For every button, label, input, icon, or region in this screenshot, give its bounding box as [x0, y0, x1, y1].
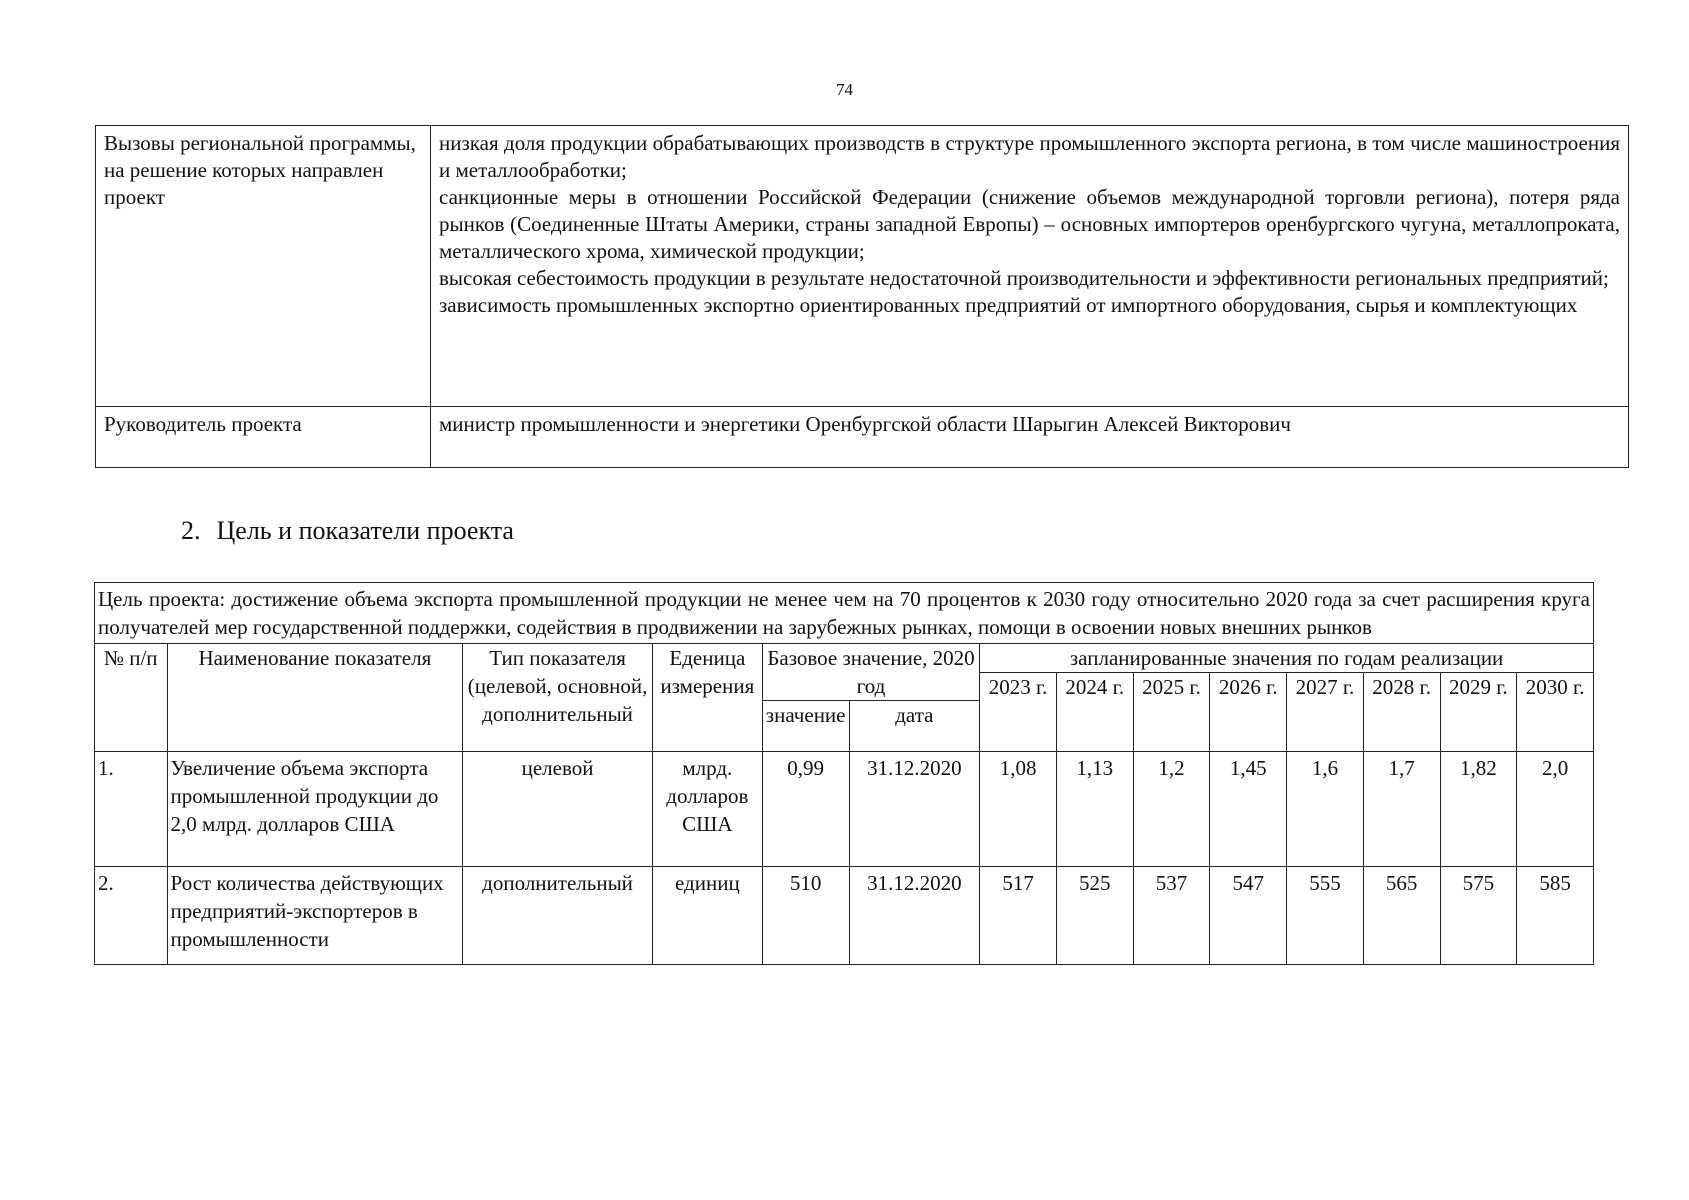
header-year: 2026 г.	[1210, 673, 1287, 752]
row-year-value: 1,2	[1133, 752, 1210, 867]
row-year-value: 1,13	[1056, 752, 1133, 867]
row-year-value: 1,45	[1210, 752, 1287, 867]
row-num: 1.	[95, 752, 168, 867]
row-year-value: 537	[1133, 867, 1210, 965]
header-year: 2030 г.	[1517, 673, 1594, 752]
indicators-table	[94, 582, 1594, 965]
row-year-value: 525	[1056, 867, 1133, 965]
row-base-value: 510	[762, 867, 849, 965]
challenge-item: санкционные меры в отношении Российской Федерации (снижение объемов международной торговли региона), потеря ряда рынков (Соединенные Штаты Америки, страны западной Европы) – основных импортеров оренбургского чугуна, металлопроката, металлического хрома, химической продукции;	[439, 185, 1620, 263]
row-year-value: 555	[1287, 867, 1364, 965]
leader-label: Руководитель проекта	[96, 407, 431, 468]
project-info-table	[95, 125, 1629, 468]
header-row	[95, 644, 1594, 673]
row-base-date: 31.12.2020	[849, 867, 980, 965]
row-year-value: 575	[1440, 867, 1517, 965]
leader-row	[96, 407, 1629, 468]
row-name: Рост количества действующих предприятий-экспортеров в промышленности	[167, 867, 463, 965]
table-row	[95, 867, 1594, 965]
header-year: 2025 г.	[1133, 673, 1210, 752]
challenges-row	[96, 126, 1629, 407]
row-year-value: 1,08	[980, 752, 1057, 867]
header-planned: запланированные значения по годам реализации	[980, 644, 1594, 673]
header-unit: Еденица измерения	[652, 644, 762, 752]
leader-value: министр промышленности и энергетики Оренбургской области Шарыгин Алексей Викторович	[431, 407, 1629, 468]
row-type: целевой	[463, 752, 653, 867]
header-base-value: значение	[762, 701, 849, 752]
header-num: № п/п	[95, 644, 168, 752]
project-goal: Цель проекта: достижение объема экспорта промышленной продукции не менее чем на 70 процентов к 2030 году относительно 2020 года за счет расширения круга получателей мер государственной поддержки, содействия в продвижении на зарубежных рынках, помощи в освоении новых внешних рынков	[95, 583, 1594, 644]
row-unit: единиц	[652, 867, 762, 965]
header-year: 2029 г.	[1440, 673, 1517, 752]
section-heading	[181, 516, 514, 546]
challenge-item: высокая себестоимость продукции в результате недостаточной производительности и эффективности региональных предприятий;	[439, 266, 1609, 290]
header-year: 2028 г.	[1363, 673, 1440, 752]
row-name: Увеличение объема экспорта промышленной продукции до 2,0 млрд. долларов США	[167, 752, 463, 867]
row-base-date: 31.12.2020	[849, 752, 980, 867]
row-type: дополнительный	[463, 867, 653, 965]
header-year: 2024 г.	[1056, 673, 1133, 752]
row-year-value: 565	[1363, 867, 1440, 965]
challenges-list	[431, 126, 1629, 407]
header-base-date: дата	[849, 701, 980, 752]
row-year-value: 547	[1210, 867, 1287, 965]
row-year-value: 585	[1517, 867, 1594, 965]
row-year-value: 1,7	[1363, 752, 1440, 867]
row-year-value: 517	[980, 867, 1057, 965]
row-year-value: 1,6	[1287, 752, 1364, 867]
challenge-item: зависимость промышленных экспортно ориентированных предприятий от импортного оборудования, сырья и комплектующих	[439, 293, 1578, 317]
table-row	[95, 752, 1594, 867]
section-number: 2.	[181, 516, 201, 545]
header-type: Тип показателя (целевой, основной, дополнительный	[463, 644, 653, 752]
page-number: 74	[836, 80, 853, 99]
row-num: 2.	[95, 867, 168, 965]
row-year-value: 1,82	[1440, 752, 1517, 867]
challenges-label: Вызовы региональной программы, на решение которых направлен проект	[96, 126, 431, 407]
header-name: Наименование показателя	[167, 644, 463, 752]
goal-row	[95, 583, 1594, 644]
header-year: 2027 г.	[1287, 673, 1364, 752]
row-unit: млрд. долларов США	[652, 752, 762, 867]
header-base: Базовое значение, 2020 год	[762, 644, 979, 701]
section-title: Цель и показатели проекта	[216, 516, 514, 545]
row-year-value: 2,0	[1517, 752, 1594, 867]
header-year: 2023 г.	[980, 673, 1057, 752]
challenge-item: низкая доля продукции обрабатывающих производств в структуре промышленного экспорта региона, в том числе машиностроения и металлообработки;	[439, 131, 1620, 182]
row-base-value: 0,99	[762, 752, 849, 867]
